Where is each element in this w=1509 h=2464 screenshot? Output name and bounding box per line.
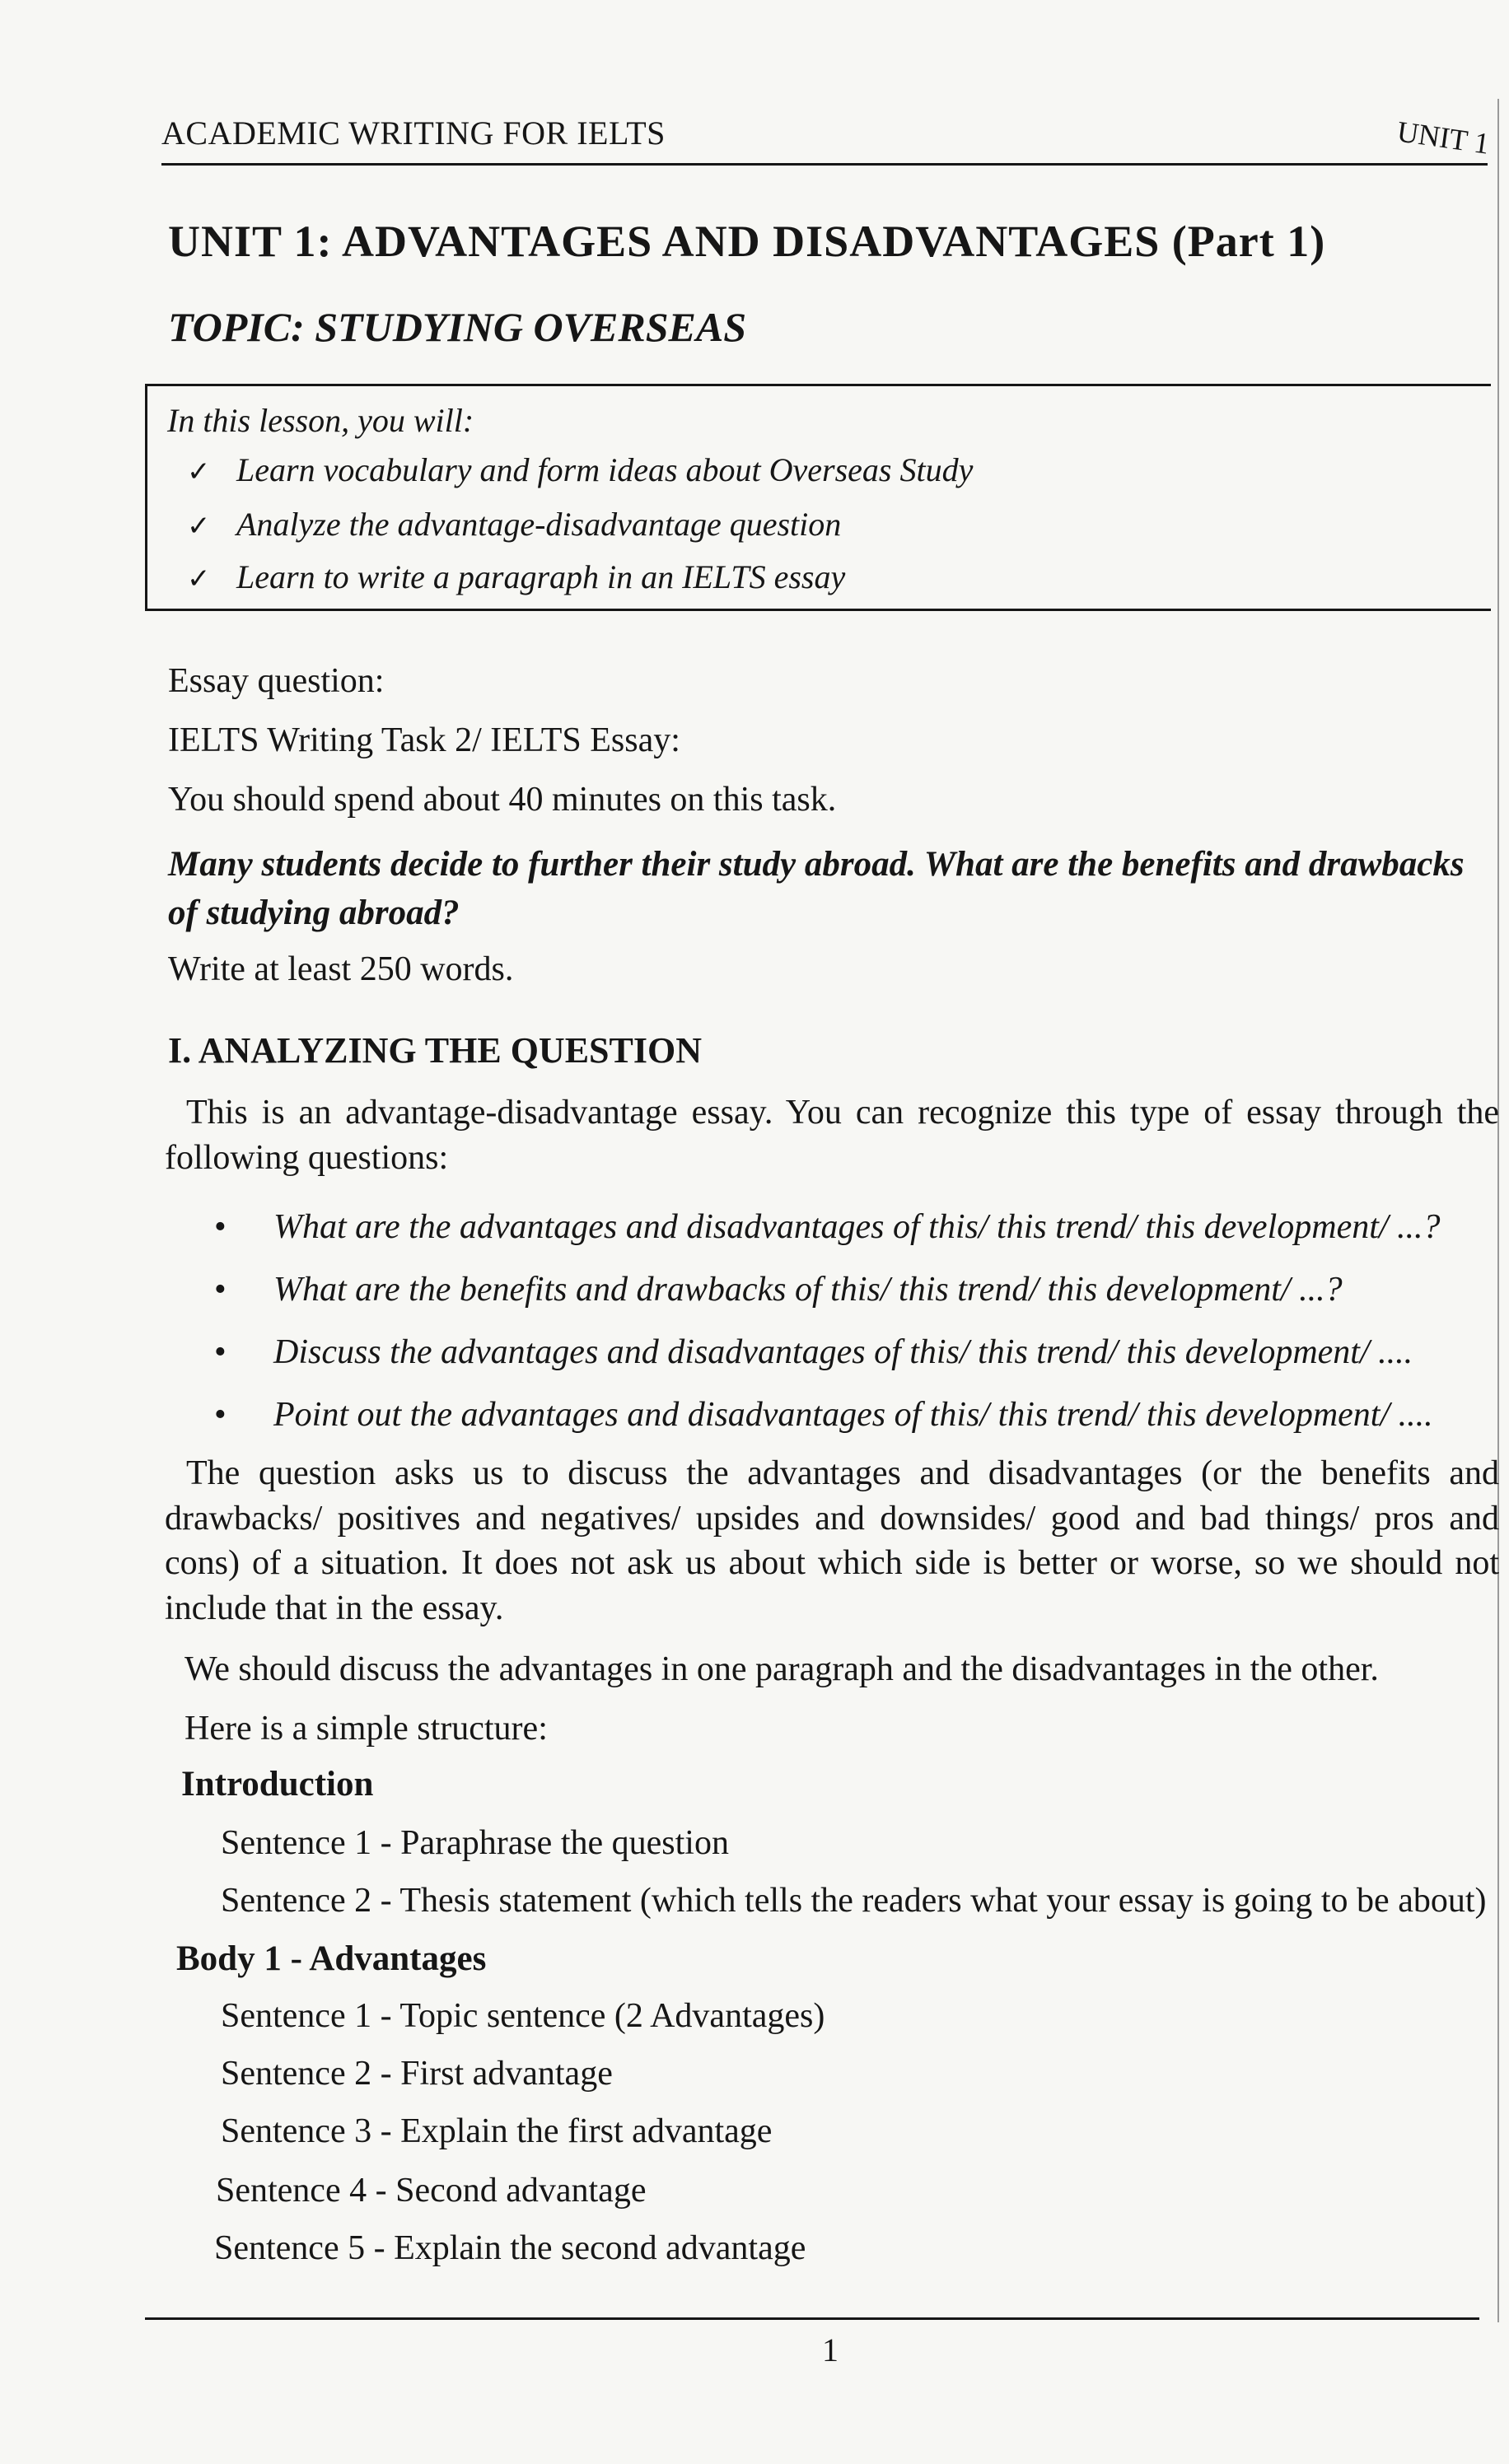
word-count-instruction: Write at least 250 words.	[168, 950, 514, 988]
paragraph-plan-text: We should discuss the advantages in one paragraph and the disadvantages in the other.	[185, 1650, 1379, 1688]
check-icon: ✓	[187, 562, 211, 595]
structure-sentence: Sentence 4 - Second advantage	[216, 2172, 647, 2210]
list-item	[214, 1384, 1499, 1446]
header-divider	[161, 163, 1488, 166]
topic-title: TOPIC: STUDYING OVERSEAS	[168, 304, 747, 350]
introduction-heading: Introduction	[181, 1765, 374, 1804]
check-icon: ✓	[187, 510, 211, 543]
lesson-objective-item	[187, 450, 973, 489]
lesson-objective-item	[187, 558, 845, 596]
lesson-objective-text: Analyze the advantage-disadvantage question	[236, 506, 842, 543]
question-type-list	[214, 1196, 1499, 1446]
running-title: ACADEMIC WRITING FOR IELTS	[161, 114, 666, 152]
structure-sentence: Sentence 5 - Explain the second advantage	[214, 2229, 806, 2267]
body1-heading: Body 1 - Advantages	[176, 1939, 487, 1978]
essay-prompt: Many students decide to further their study abroad. What are the benefits and drawbacks of studying abroad?	[168, 845, 1465, 933]
bullet-icon: •	[214, 1208, 227, 1246]
structure-intro-text: Here is a simple structure:	[185, 1710, 548, 1748]
bullet-icon: •	[214, 1333, 227, 1371]
structure-sentence: Sentence 2 - Thesis statement (which tells the readers what your essay is going to be about)	[221, 1882, 1487, 1920]
lesson-objectives-box	[145, 384, 1491, 611]
bullet-icon: •	[214, 1271, 227, 1309]
essay-task-line: IELTS Writing Task 2/ IELTS Essay:	[168, 721, 680, 759]
question-type-text: Discuss the advantages and disadvantages of this/ this trend/ this development/ ....	[273, 1333, 1413, 1371]
structure-sentence: Sentence 1 - Paraphrase the question	[221, 1824, 729, 1862]
lesson-objective-item	[187, 505, 841, 544]
analysis-intro-paragraph	[165, 1090, 1499, 1180]
bullet-icon: •	[214, 1396, 227, 1434]
footer-divider	[145, 2317, 1479, 2320]
lesson-objective-text: Learn vocabulary and form ideas about Overseas Study	[236, 451, 974, 488]
structure-sentence: Sentence 2 - First advantage	[221, 2055, 613, 2093]
list-item	[214, 1321, 1499, 1384]
unit-title: UNIT 1: ADVANTAGES AND DISADVANTAGES (Part 1)	[168, 217, 1326, 266]
question-type-text: Point out the advantages and disadvantages of this/ this trend/ this development/ ....	[273, 1396, 1433, 1434]
check-icon: ✓	[187, 455, 211, 488]
list-item	[214, 1258, 1499, 1321]
lesson-intro: In this lesson, you will:	[167, 402, 474, 439]
explanation-text: The question asks us to discuss the advantages and disadvantages (or the benefits and drawbacks/ positives and negatives/ upsides and downsides/ good and bad things/ pros and cons) of a situation. It does not ask us about which side is better or worse, so we should not include that in the essay.	[165, 1454, 1499, 1627]
essay-question-label: Essay question:	[168, 662, 385, 700]
running-header	[161, 114, 1496, 163]
explanation-paragraph	[165, 1451, 1499, 1631]
list-item	[214, 1196, 1499, 1258]
structure-sentence: Sentence 3 - Explain the first advantage	[221, 2112, 773, 2150]
lesson-objective-text: Learn to write a paragraph in an IELTS essay	[236, 558, 846, 595]
structure-sentence: Sentence 1 - Topic sentence (2 Advantages)	[221, 1997, 825, 2035]
unit-tab: UNIT 1	[1395, 114, 1492, 161]
section-heading: I. ANALYZING THE QUESTION	[168, 1030, 702, 1071]
question-type-text: What are the advantages and disadvantages of this/ this trend/ this development/ ...?	[273, 1208, 1441, 1246]
analysis-intro-text: This is an advantage-disadvantage essay. You can recognize this type of essay through the following questions:	[165, 1094, 1499, 1177]
page-number: 1	[822, 2331, 839, 2368]
essay-time-line: You should spend about 40 minutes on this task.	[168, 781, 837, 819]
question-type-text: What are the benefits and drawbacks of this/ this trend/ this development/ ...?	[273, 1271, 1343, 1309]
